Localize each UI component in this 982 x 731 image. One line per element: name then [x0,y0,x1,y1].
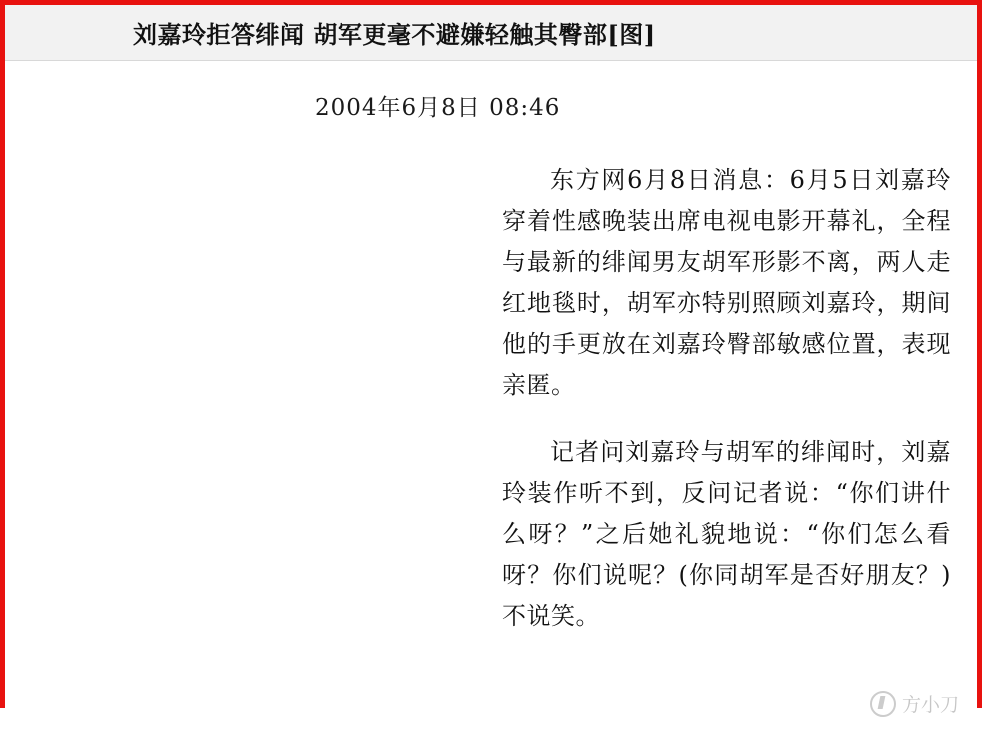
article-paragraph: 东方网6月8日消息：6月5日刘嘉玲穿着性感晚装出席电视电影开幕礼，全程与最新的绯闻男友胡军形影不离，两人走红地毯时，胡军亦特别照顾刘嘉玲，期间他的手更放在刘嘉玲臀部敏感位置，表现亲匿。 [502,166,951,399]
article-body [5,89,977,731]
article-text [502,160,951,637]
article-paragraph: 记者问刘嘉玲与胡军的绯闻时，刘嘉玲装作听不到，反问记者说：“你们讲什么呀？”之后她礼貌地说：“你们怎么看呀？你们说呢？(你同胡军是否好朋友？)不说笑。 [502,438,951,630]
knife-circle-icon [870,691,896,717]
headline-bar [5,5,977,61]
watermark-label: 方小刀 [901,694,959,716]
page-title: 刘嘉玲拒答绯闻 胡军更毫不避嫌轻触其臀部[图] [133,20,656,49]
publish-date: 2004年6月8日 08:46 [315,95,561,121]
watermark [870,690,959,717]
